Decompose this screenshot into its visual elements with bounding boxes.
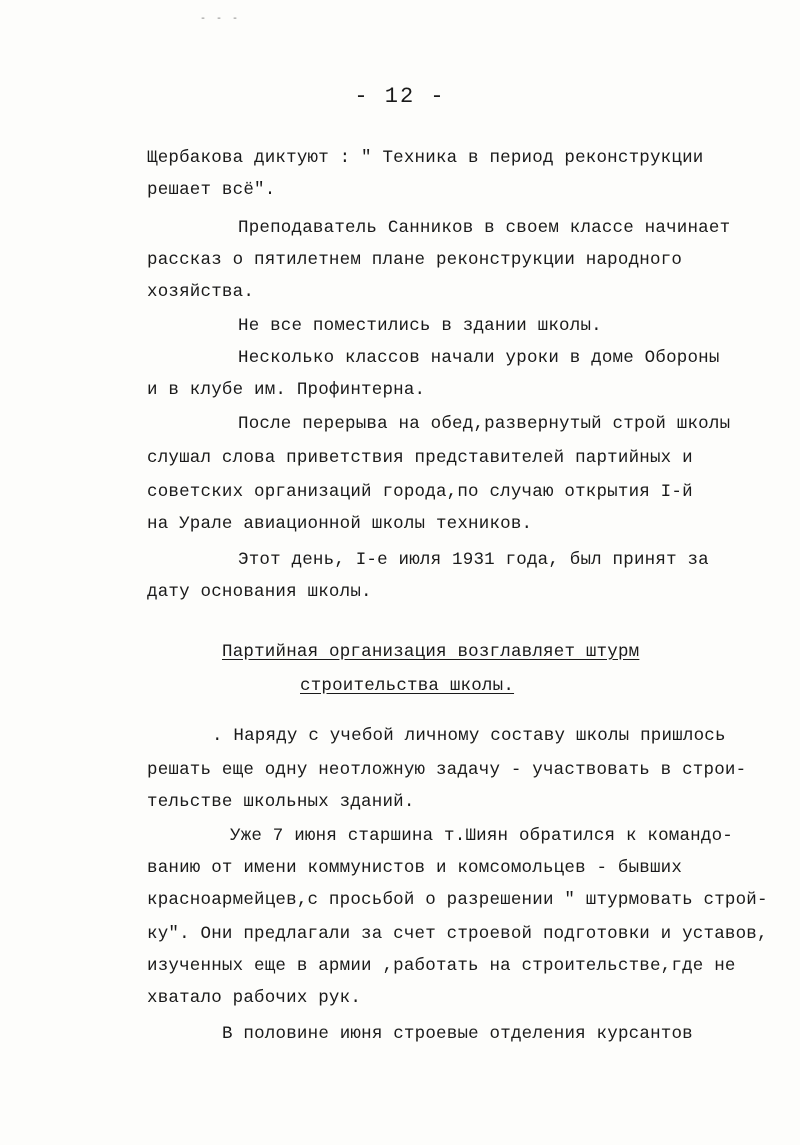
text-line: ку". Они предлагали за счет строевой подготовки и уставов, <box>147 924 768 944</box>
page-number: - 12 - <box>354 84 446 109</box>
text-line: Уже 7 июня старшина т.Шиян обратился к командо- <box>230 826 733 846</box>
text-line: хозяйства. <box>147 282 255 302</box>
edge-mark: - - - <box>200 14 241 25</box>
text-line: хватало рабочих рук. <box>147 988 362 1008</box>
text-line: изученных еще в армии ,работать на строительстве,где не <box>147 956 736 976</box>
text-line: решать еще одну неотложную задачу - участвовать в строи- <box>147 760 747 780</box>
text-line: ванию от имени коммунистов и комсомольцев - бывших <box>147 858 683 878</box>
text-line: Преподаватель Санников в своем классе начинает <box>238 218 731 238</box>
text-line: В половине июня строевые отделения курсантов <box>222 1024 693 1044</box>
text-line: рассказ о пятилетнем плане реконструкции народного <box>147 250 683 270</box>
text-line: . Наряду с учебой личному составу школы пришлось <box>212 726 726 746</box>
text-line: Этот день, I-е июля 1931 года, был принят за <box>238 550 709 570</box>
text-line: тельстве школьных зданий. <box>147 792 415 812</box>
text-line: советских организаций города,по случаю открытия I-й <box>147 482 693 502</box>
text-line: решает всё". <box>147 180 276 200</box>
text-line: на Урале авиационной школы техников. <box>147 514 533 534</box>
text-line: После перерыва на обед,развернутый строй школы <box>238 414 731 434</box>
text-line: слушал слова приветствия представителей партийных и <box>147 448 693 468</box>
section-heading-line-2: строительства школы. <box>300 676 515 696</box>
text-line: Несколько классов начали уроки в доме Обороны <box>238 348 720 368</box>
text-line: и в клубе им. Профинтерна. <box>147 380 426 400</box>
text-line: дату основания школы. <box>147 582 372 602</box>
text-line: красноармейцев,с просьбой о разрешении " штурмовать строй- <box>147 890 768 910</box>
section-heading-line-1: Партийная организация возглавляет штурм <box>222 642 640 662</box>
text-line: Щербакова диктуют : " Техника в период реконструкции <box>147 148 704 168</box>
text-line: Не все поместились в здании школы. <box>238 316 602 336</box>
